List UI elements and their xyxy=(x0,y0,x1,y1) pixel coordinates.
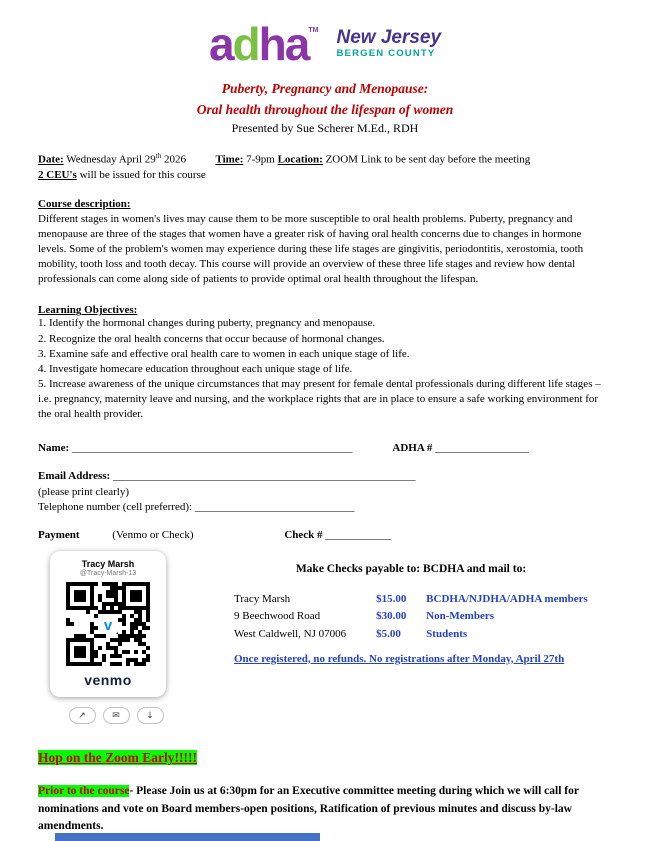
learning-objectives-heading: Learning Objectives: xyxy=(38,304,138,317)
objective-item: 1. Identify the hormonal changes during puberty, pregnancy and menopause. xyxy=(38,317,376,330)
prior-highlight-text: Prior to the course xyxy=(38,785,130,798)
venmo-wordmark: venmo xyxy=(84,672,132,689)
checks-payable-line: Make Checks payable to: BCDHA and mail to: xyxy=(295,563,527,576)
adha-number-blank: _________________ xyxy=(432,441,529,454)
svg-text:v: v xyxy=(103,617,113,635)
share-glyph: ↗ xyxy=(78,710,86,721)
venmo-qr-code xyxy=(66,582,150,666)
learning-objectives-list xyxy=(38,316,612,422)
download-icon xyxy=(137,707,164,724)
check-number-label: Check # xyxy=(284,529,323,542)
adha-logo xyxy=(208,18,319,70)
price-list xyxy=(376,591,588,642)
adha-letter: a xyxy=(284,18,309,70)
ceu-text: will be issued for this course xyxy=(76,168,206,181)
venmo-qr-card xyxy=(50,551,166,697)
objective-item: 4. Investigate homecare education throughout each unique stage of life. xyxy=(38,362,353,375)
price-amount: $5.00 xyxy=(376,627,401,640)
payment-label: Payment xyxy=(38,529,80,542)
address-line: 9 Beechwood Road xyxy=(234,610,321,623)
refund-policy-note: Once registered, no refunds. No registrations after Monday, April 27th xyxy=(234,652,565,665)
phone-row xyxy=(38,500,612,516)
date-ordinal: th xyxy=(155,151,162,160)
course-description-body: Different stages in women's lives may cause them to be more susceptible to oral health problems. Puberty, pregnancy and menopause are three of the stages that women have a greater risk of having oral health concerns due to changes in hormone levels. Some of the problem's women may experience during these life stages are gingivitis, periodontitis, xerostomia, tooth mobility, tooth loss and tooth decay. This course will provide an overview of these three life stages and review how dental professionals can come along side of patients to provide optimal oral health throughout the lifespan. xyxy=(38,212,584,286)
phone-label: Telephone number (cell preferred): xyxy=(38,501,195,514)
location-label: Location: xyxy=(277,153,323,166)
course-title-line1: Puberty, Pregnancy and Menopause: xyxy=(221,81,429,97)
adha-number-label: ADHA # xyxy=(392,441,433,454)
adha-letter: a xyxy=(208,18,233,70)
email-row xyxy=(38,469,612,485)
price-amount: $30.00 xyxy=(376,610,407,623)
bottom-blue-bar xyxy=(55,833,320,841)
name-adha-row xyxy=(38,442,612,454)
price-row xyxy=(376,591,588,608)
time-label: Time: xyxy=(215,153,244,166)
course-description-heading: Course description: xyxy=(38,197,131,210)
price-label: Students xyxy=(426,627,468,640)
name-blank-line: ___________________________________________________ xyxy=(71,441,353,454)
title-block xyxy=(0,79,650,136)
prior-to-course-note xyxy=(38,783,612,835)
zoom-early-banner xyxy=(38,750,612,766)
check-number-blank: ____________ xyxy=(322,529,392,542)
ceu-line xyxy=(38,169,612,181)
objective-item: 5. Increase awareness of the unique circumstances that may present for female dental professionals during different life stages –i.e. pregnancy, maternity leave and nursing, and the workplace rights that are in place to ensure a safe working environment for the oral health provider. xyxy=(38,378,601,421)
new-jersey-bergen-logo xyxy=(336,28,441,65)
event-details xyxy=(38,152,612,181)
course-title-line2: Oral health throughout the lifespan of women xyxy=(196,101,454,117)
price-row xyxy=(376,626,588,643)
nj-subtitle: BERGEN COUNTY xyxy=(336,48,436,60)
contact-block xyxy=(38,469,612,517)
header-logos xyxy=(0,0,650,70)
mailing-pricing-column xyxy=(182,551,620,724)
name-label: Name: xyxy=(38,441,70,454)
location-value: ZOOM Link to be sent day before the meeting xyxy=(322,153,531,166)
download-glyph: ↓ xyxy=(146,710,154,721)
adha-letter: d xyxy=(232,18,259,70)
mailing-address xyxy=(234,591,346,642)
payment-row xyxy=(38,529,612,541)
date-label: Date: xyxy=(38,153,64,166)
address-price-row xyxy=(202,591,620,642)
date-year: 2026 xyxy=(161,153,186,166)
address-line: West Caldwell, NJ 07006 xyxy=(234,627,347,640)
price-row xyxy=(376,608,588,625)
venmo-handle: @Tracy-Marsh-13 xyxy=(79,570,137,578)
presenter-line: Presented by Sue Scherer M.Ed., RDH xyxy=(231,120,419,135)
envelope-glyph: ✉ xyxy=(112,710,120,721)
price-label: Non-Members xyxy=(426,610,494,623)
objective-item: 3. Examine safe and effective oral health care to women in each unique stage of life. xyxy=(38,347,410,360)
venmo-column xyxy=(50,551,182,724)
time-value: 7-9pm xyxy=(243,153,278,166)
venmo-card-actions xyxy=(50,707,182,724)
payment-section xyxy=(0,551,650,724)
price-amount: $15.00 xyxy=(376,593,407,606)
print-clearly-note: (please print clearly) xyxy=(38,485,130,498)
objective-item: 2. Recognize the oral health concerns that occur because of hormonal changes. xyxy=(38,332,385,345)
nj-name: New Jersey xyxy=(336,27,442,49)
price-label: BCDHA/NJDHA/ADHA members xyxy=(426,593,588,606)
email-label: Email Address: xyxy=(38,469,111,482)
email-blank-line: _______________________________________________________ xyxy=(110,469,416,482)
date-value: Wednesday April 29 xyxy=(63,153,156,166)
zoom-early-text: Hop on the Zoom Early!!!!! xyxy=(38,750,197,766)
envelope-icon xyxy=(103,707,130,724)
prior-note-text: - Please Join us at 6:30pm for an Executive committee meeting during which we will call for nominations and vote on Board members-open positions, Ratification of previous minutes and discuss by-law amendments. xyxy=(38,785,579,832)
phone-blank-line: _____________________________ xyxy=(194,501,355,514)
ceu-count: 2 CEU's xyxy=(38,168,77,181)
adha-letter: h xyxy=(258,18,285,70)
share-icon xyxy=(69,707,96,724)
adha-trademark: TM xyxy=(308,27,319,34)
date-time-location-line xyxy=(38,152,612,166)
payment-options: (Venmo or Check) xyxy=(112,529,194,542)
address-line: Tracy Marsh xyxy=(234,593,291,606)
venmo-account-name: Tracy Marsh xyxy=(81,559,135,570)
